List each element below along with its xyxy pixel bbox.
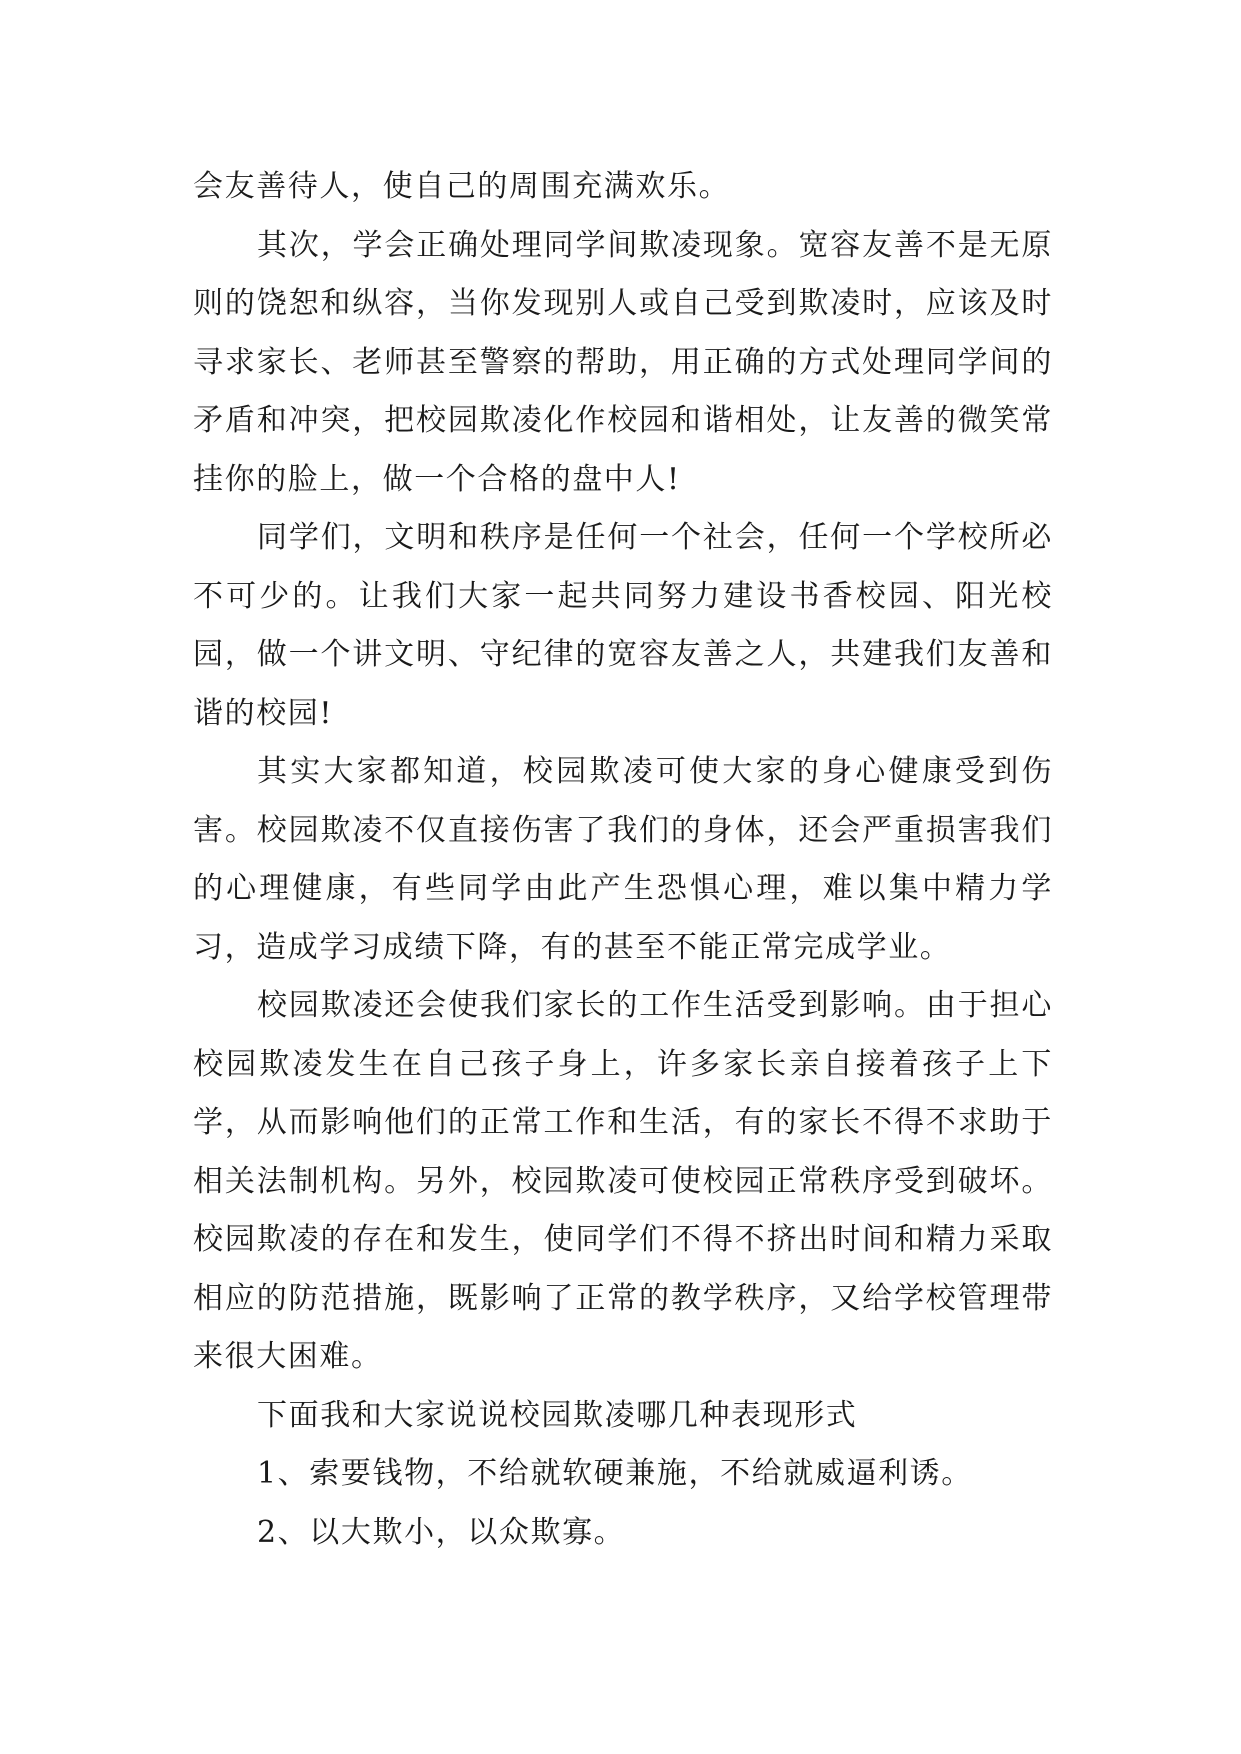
list-item-1: 1、索要钱物，不给就软硬兼施，不给就威逼利诱。 xyxy=(257,1456,973,1491)
document-body xyxy=(193,158,1053,1562)
paragraph-5: 校园欺凌还会使我们家长的工作生活受到影响。由于担心校园欺凌发生在自己孩子身上，许多家长亲自接着孩子上下学，从而影响他们的正常工作和生活，有的家长不得不求助于相关法制机构。另外，校园欺凌可使校园正常秩序受到破坏。校园欺凌的存在和发生，使同学们不得不挤出时间和精力采取相应的防范措施，既影响了正常的教学秩序，又给学校管理带来很大困难。 xyxy=(193,988,1053,1374)
paragraph-6: 下面我和大家说说校园欺凌哪几种表现形式 xyxy=(257,1397,858,1433)
paragraph-2: 其次，学会正确处理同学间欺凌现象。宽容友善不是无原则的饶恕和纵容，当你发现别人或自己受到欺凌时，应该及时寻求家长、老师甚至警察的帮助，用正确的方式处理同学间的矛盾和冲突，把校园欺凌化作校园和谐相处，让友善的微笑常挂你的脸上，做一个合格的盘中人! xyxy=(193,227,1053,497)
paragraph-3: 同学们，文明和秩序是任何一个社会，任何一个学校所必不可少的。让我们大家一起共同努力建设书香校园、阳光校园，做一个讲文明、守纪律的宽容友善之人，共建我们友善和谐的校园! xyxy=(193,520,1053,731)
paragraph-1: 会友善待人，使自己的周围充满欢乐。 xyxy=(193,169,731,204)
paragraph-4: 其实大家都知道，校园欺凌可使大家的身心健康受到伤害。校园欺凌不仅直接伤害了我们的身体，还会严重损害我们的心理健康，有些同学由此产生恐惧心理，难以集中精力学习，造成学习成绩下降，有的甚至不能正常完成学业。 xyxy=(193,754,1053,965)
list-item-2: 2、以大欺小，以众欺寡。 xyxy=(257,1514,626,1550)
